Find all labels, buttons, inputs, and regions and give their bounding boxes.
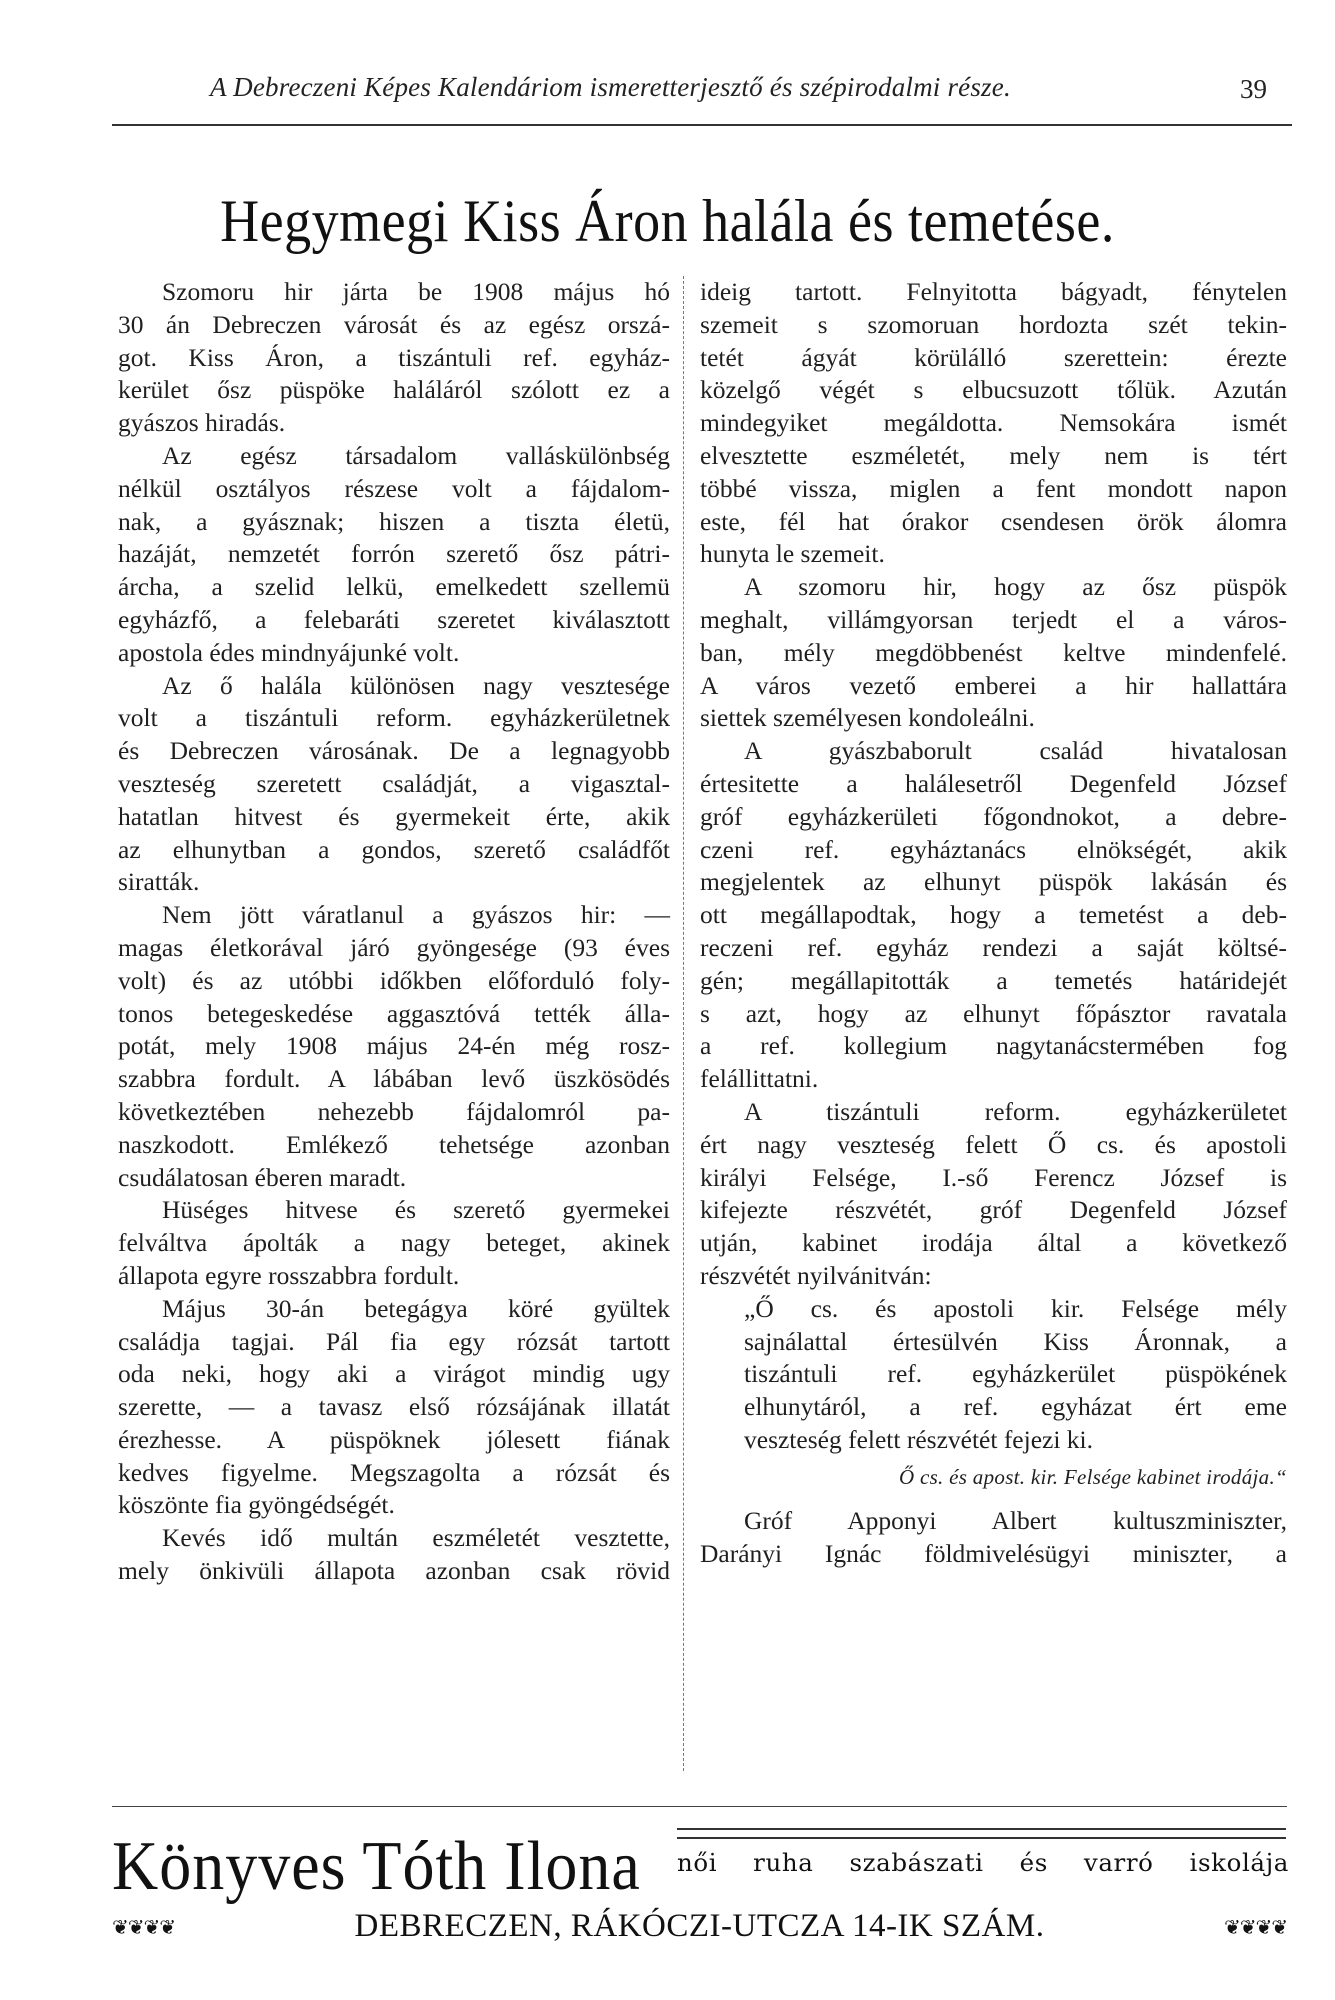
text-line: potát, mely 1908 május 24-én még rosz- (118, 1031, 670, 1061)
text-line: árcha, a szelid lelkü, emelkedett szellemü (118, 572, 670, 602)
text-line: ért nagy veszteség felett Ő cs. és apostoli (700, 1129, 1287, 1159)
text-line: közelgő végét s elbucsuzott tőlük. Azután (700, 375, 1287, 405)
text-line: czeni ref. egyháztanács elnökségét, akik (700, 834, 1287, 864)
paragraph (118, 899, 670, 1194)
header-rule (112, 124, 1292, 126)
text-line: érezhesse. A püspöknek jólesett fiának (118, 1424, 670, 1454)
text-line: részvétét nyilvánitván: (700, 1260, 932, 1290)
text-line: kerület ősz püspöke haláláról szólott ez a (118, 375, 670, 405)
text-line: Darányi Ignác földmivelésügyi miniszter, a (700, 1539, 1287, 1569)
text-line: az elhunytban a gondos, szerető családfőt (118, 834, 670, 864)
text-line: következtében nehezebb fájdalomról pa- (118, 1096, 670, 1126)
text-line: nélkül osztályos részese volt a fájdalom- (118, 473, 670, 503)
text-line: volt) és az utóbbi időkben előforduló foly- (118, 965, 670, 995)
text-line: elhunytáról, a ref. egyházat ért eme (744, 1392, 1287, 1422)
text-line: este, fél hat órakor csendesen örök álomra (700, 506, 1287, 536)
ad-address: DEBRECZEN, RÁKÓCZI-UTCZA 14-IK SZÁM. (354, 1908, 1045, 1944)
paragraph (118, 440, 670, 670)
page-number: 39 (1240, 74, 1267, 104)
paragraph (118, 670, 670, 900)
text-line: családja tagjai. Pál fia egy rózsát tartott (118, 1326, 670, 1356)
ad-address-row (112, 1908, 1287, 1945)
text-line: „Ő cs. és apostoli kir. Felsége mély (744, 1293, 1287, 1323)
text-line: magas életkorával járó gyöngesége (93 éves (118, 932, 670, 962)
text-line: kifejezte részvétét, gróf Degenfeld József (700, 1195, 1287, 1225)
text-line: gén; megállapitották a temetés határidejét (700, 965, 1287, 995)
footer-rule (112, 1806, 1287, 1807)
paragraph (700, 571, 1287, 735)
leaf-ornament-icon: ❦❦❦❦ (1223, 1914, 1287, 1939)
text-line: Május 30-án betegágya köré gyültek (162, 1293, 670, 1323)
text-line: Az egész társadalom valláskülönbség (162, 440, 670, 470)
text-line: csudálatosan éberen maradt. (118, 1162, 407, 1192)
quoted-telegram (744, 1293, 1287, 1494)
text-line: Hüséges hitvese és szerető gyermekei (162, 1195, 670, 1225)
text-line: hazáját, nemzetét forrón szerető ősz pátri- (118, 539, 670, 569)
text-line: apostola édes mindnyájunké volt. (118, 637, 460, 667)
text-line: tetét ágyát körülálló szerettein: érezte (700, 342, 1287, 372)
text-line: felállittatni. (700, 1064, 819, 1094)
text-line: köszönte fia gyöngédségét. (118, 1490, 395, 1520)
text-line: Nem jött váratlanul a gyászos hir: — (162, 900, 670, 930)
text-line: 30 án Debreczen városát és az egész orszá- (118, 309, 670, 339)
text-line: Az ő halála különösen nagy vesztesége (162, 670, 670, 700)
text-line: ideig tartott. Felnyitotta bágyadt, fénytelen (700, 277, 1287, 306)
column-divider (683, 276, 684, 1771)
text-line: tiszántuli ref. egyházkerület püspökének (744, 1359, 1287, 1389)
text-line: megjelentek az elhunyt püspök lakásán és (700, 867, 1287, 897)
text-line: a ref. kollegium nagytanácstermében fog (700, 1031, 1287, 1061)
paragraph (700, 735, 1287, 1096)
text-line: siratták. (118, 867, 200, 897)
text-line: állapota egyre rosszabbra fordult. (118, 1260, 460, 1290)
text-line: királyi Felsége, I.-ső Ferencz József is (700, 1162, 1287, 1192)
text-line: veszteség szeretett családját, a vigasztal- (118, 768, 670, 798)
text-line: siettek személyesen kondoleálni. (700, 703, 1035, 733)
text-line: ott megállapodtak, hogy a temetést a deb- (700, 900, 1287, 930)
article-right-column (700, 276, 1287, 1571)
text-line: A tiszántuli reform. egyházkerületet (744, 1096, 1287, 1126)
paragraph (118, 1293, 670, 1523)
text-line: s azt, hogy az elhunyt főpásztor ravatala (700, 998, 1287, 1028)
text-line: egyházfő, a felebaráti szeretet kiválasztott (118, 604, 670, 634)
text-line: oda neki, hogy aki a virágot mindig ugy (118, 1359, 670, 1389)
text-line: sajnálattal értesülvén Kiss Áronnak, a (744, 1326, 1287, 1356)
text-line: szerette, — a tavasz első rózsájának illatát (118, 1392, 670, 1422)
text-line: és Debreczen városának. De a legnagyobb (118, 736, 670, 766)
text-line: meghalt, villámgyorsan terjedt el a város- (700, 604, 1287, 634)
text-line: mely önkivüli állapota azonban csak rövid (118, 1556, 670, 1586)
paragraph (118, 1194, 670, 1292)
text-line: értesitette a halálesetről Degenfeld József (700, 768, 1287, 798)
text-line: nak, a gyásznak; hiszen a tiszta életü, (118, 506, 670, 536)
text-line: Kevés idő multán eszméletét vesztette, (162, 1523, 670, 1553)
text-line: kedves figyelme. Megszagolta a rózsát és (118, 1457, 670, 1487)
running-head: A Debreczeni Képes Kalendáriom ismeretterjesztő és szépirodalmi része. (210, 72, 1011, 102)
text-line: volt a tiszántuli reform. egyházkerületnek (118, 703, 670, 733)
ad-tagline: női ruha szabászati és varró iskolája (677, 1848, 1289, 1877)
ad-business-name: Könyves Tóth Ilona (112, 1826, 641, 1905)
text-line: elvesztette eszméletét, mely nem is tért (700, 440, 1287, 470)
text-line: A szomoru hir, hogy az ősz püspök (744, 572, 1287, 602)
ad-double-rule (677, 1828, 1286, 1846)
article-left-column (118, 276, 670, 1588)
text-line: gróf egyházkerületi főgondnokot, a debre- (700, 801, 1287, 831)
text-line: A gyászbaborult család hivatalosan (744, 736, 1287, 766)
article-title: Hegymegi Kiss Áron halála és temetése. (220, 187, 1115, 255)
text-line: Szomoru hir járta be 1908 május hó (162, 277, 670, 306)
text-line: szemeit s szomoruan hordozta szét tekin- (700, 309, 1287, 339)
text-line: ban, mély megdöbbenést keltve mindenfelé. (700, 637, 1287, 667)
text-line: szabbra fordult. A lábában levő üszkösödés (118, 1064, 670, 1094)
text-line: felváltva ápolták a nagy beteget, akinek (118, 1228, 670, 1258)
text-line: veszteség felett részvétét fejezi ki. (744, 1424, 1094, 1454)
text-line: utján, kabinet irodája által a következő (700, 1228, 1287, 1258)
telegram-signature: Ő cs. és apost. kir. Felsége kabinet irodája.“ (898, 1464, 1287, 1489)
text-line: tonos betegeskedése aggasztóvá tették álla- (118, 998, 670, 1028)
paragraph (700, 1096, 1287, 1293)
text-line: Gróf Apponyi Albert kultuszminiszter, (744, 1506, 1287, 1536)
text-line: naszkodott. Emlékező tehetsége azonban (118, 1129, 670, 1159)
text-line: hatatlan hitvest és gyermekeit érte, akik (118, 801, 670, 831)
text-line: A város vezető emberei a hir hallattára (700, 670, 1287, 700)
paragraph (118, 276, 670, 440)
paragraph (118, 1522, 670, 1588)
text-line: mindegyiket megáldotta. Nemsokára ismét (700, 408, 1287, 438)
text-line: got. Kiss Áron, a tiszántuli ref. egyház- (118, 342, 670, 372)
text-line: többé vissza, miglen a fent mondott napon (700, 473, 1287, 503)
text-line: reczeni ref. egyház rendezi a saját költsé- (700, 932, 1287, 962)
text-line: hunyta le szemeit. (700, 539, 885, 569)
text-line: gyászos hiradás. (118, 408, 286, 438)
paragraph (700, 1505, 1287, 1571)
paragraph (700, 276, 1287, 571)
leaf-ornament-icon: ❦❦❦❦ (112, 1914, 176, 1939)
